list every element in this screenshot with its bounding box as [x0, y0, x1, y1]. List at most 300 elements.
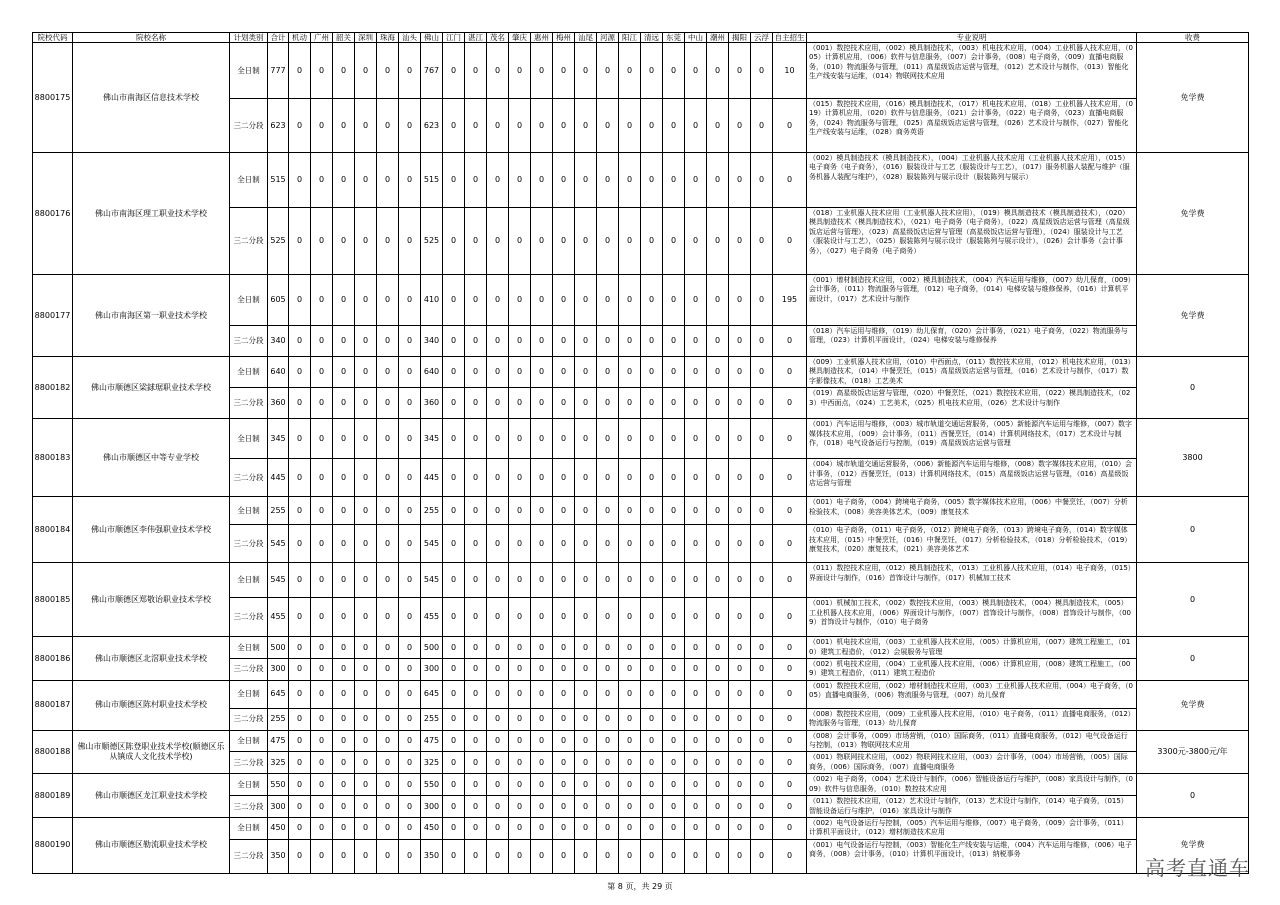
- region-count-cell: 0: [377, 497, 399, 525]
- region-count-cell: 0: [597, 730, 619, 752]
- region-count-cell: 0: [377, 839, 399, 873]
- region-count-cell: 0: [575, 839, 597, 873]
- region-count-cell: 640: [421, 357, 443, 388]
- region-count-cell: 0: [487, 730, 509, 752]
- region-count-cell: 0: [751, 752, 773, 774]
- region-count-cell: 0: [531, 730, 553, 752]
- region-count-cell: 545: [421, 525, 443, 563]
- region-count-cell: 0: [355, 275, 377, 326]
- region-count-cell: 0: [399, 708, 421, 730]
- region-count-cell: 0: [641, 839, 663, 873]
- region-count-cell: 0: [311, 637, 333, 659]
- region-count-cell: 0: [685, 497, 707, 525]
- region-count-cell: 0: [355, 497, 377, 525]
- region-count-cell: 0: [355, 459, 377, 497]
- region-count-cell: 767: [421, 43, 443, 99]
- region-count-cell: 0: [685, 730, 707, 752]
- region-count-cell: 0: [509, 708, 531, 730]
- region-count-cell: 0: [355, 637, 377, 659]
- region-count-cell: 0: [663, 525, 685, 563]
- region-count-cell: 0: [553, 388, 575, 419]
- region-count-cell: 0: [311, 525, 333, 563]
- school-code-cell: 8800186: [33, 637, 73, 681]
- header-region: 广州: [311, 33, 333, 43]
- region-count-cell: 0: [575, 497, 597, 525]
- self-enroll-cell: 10: [773, 43, 807, 99]
- region-count-cell: 0: [553, 774, 575, 796]
- region-count-cell: 0: [619, 796, 641, 818]
- region-count-cell: 0: [663, 388, 685, 419]
- region-count-cell: 0: [641, 680, 663, 708]
- school-code-cell: 8800184: [33, 497, 73, 563]
- region-count-cell: 0: [685, 459, 707, 497]
- region-count-cell: 0: [487, 497, 509, 525]
- flexible-cell: 0: [289, 153, 311, 208]
- region-count-cell: 350: [421, 839, 443, 873]
- region-count-cell: 0: [531, 659, 553, 681]
- region-count-cell: 0: [531, 388, 553, 419]
- region-count-cell: 0: [641, 637, 663, 659]
- majors-cell: （018）汽车运用与维修，（019）幼儿保育，（020）会计事务，（021）电子商务，（022）物流服务与管理，（023）计算机平面设计，（024）电梯安装与维修保养: [807, 326, 1137, 357]
- region-count-cell: 0: [311, 563, 333, 598]
- self-enroll-cell: 0: [773, 839, 807, 873]
- majors-cell: （004）城市轨道交通运营服务，（006）新能源汽车运用与维修，（008）数字媒体技术应用，（010）会计事务，（012）西餐烹饪，（013）计算机网络技术，（015）高星级饭店运营与管理，（016）高星级饭店运营与管理: [807, 459, 1137, 497]
- region-count-cell: 0: [685, 637, 707, 659]
- region-count-cell: 410: [421, 275, 443, 326]
- region-count-cell: 0: [553, 598, 575, 637]
- region-count-cell: 0: [399, 208, 421, 275]
- majors-cell: （009）工业机器人技术应用，（010）中西面点，（011）数控技术应用，（012）机电技术应用，（013）模具制造技术，（014）中餐烹饪，（015）高星级饭店运营与管理，（016）艺术设计与制作，（017）数字影像技术，（018）工艺美术: [807, 357, 1137, 388]
- flexible-cell: 0: [289, 525, 311, 563]
- region-count-cell: 0: [399, 598, 421, 637]
- region-count-cell: 0: [685, 43, 707, 99]
- region-count-cell: 0: [531, 208, 553, 275]
- region-count-cell: 0: [399, 99, 421, 153]
- region-count-cell: 0: [729, 419, 751, 459]
- flexible-cell: 0: [289, 730, 311, 752]
- region-count-cell: 0: [641, 659, 663, 681]
- region-count-cell: 0: [619, 525, 641, 563]
- enrollment-plan-sheet: [32, 32, 1248, 874]
- region-count-cell: 0: [443, 637, 465, 659]
- region-count-cell: 0: [751, 326, 773, 357]
- region-count-cell: 0: [553, 817, 575, 839]
- region-count-cell: 0: [663, 43, 685, 99]
- school-code-cell: 8800183: [33, 419, 73, 497]
- region-count-cell: 0: [487, 357, 509, 388]
- region-count-cell: 0: [553, 637, 575, 659]
- flexible-cell: 0: [289, 637, 311, 659]
- self-enroll-cell: 0: [773, 563, 807, 598]
- enrollment-plan-table: [32, 32, 1249, 874]
- region-count-cell: 0: [399, 680, 421, 708]
- region-count-cell: 0: [597, 563, 619, 598]
- header-region: 东莞: [663, 33, 685, 43]
- table-body: [33, 43, 1249, 874]
- region-count-cell: 0: [729, 153, 751, 208]
- region-count-cell: 0: [355, 659, 377, 681]
- region-count-cell: 0: [377, 637, 399, 659]
- region-count-cell: 0: [311, 598, 333, 637]
- region-count-cell: 0: [487, 326, 509, 357]
- region-count-cell: 0: [575, 796, 597, 818]
- total-cell: 475: [268, 730, 289, 752]
- region-count-cell: 0: [597, 43, 619, 99]
- majors-cell: （008）数控技术应用，（009）工业机器人技术应用，（010）电子商务，（011）直播电商服务，（012）物流服务与管理，（013）幼儿保育: [807, 708, 1137, 730]
- region-count-cell: 0: [465, 817, 487, 839]
- region-count-cell: 0: [377, 357, 399, 388]
- self-enroll-cell: 0: [773, 730, 807, 752]
- region-count-cell: 0: [443, 153, 465, 208]
- region-count-cell: 0: [707, 598, 729, 637]
- region-count-cell: 0: [685, 99, 707, 153]
- plan-type-cell: 三二分段: [230, 659, 268, 681]
- flexible-cell: 0: [289, 680, 311, 708]
- region-count-cell: 0: [531, 563, 553, 598]
- region-count-cell: 0: [465, 153, 487, 208]
- region-count-cell: 0: [707, 153, 729, 208]
- flexible-cell: 0: [289, 796, 311, 818]
- plan-type-cell: 全日制: [230, 153, 268, 208]
- total-cell: 525: [268, 208, 289, 275]
- region-count-cell: 0: [465, 796, 487, 818]
- region-count-cell: 0: [663, 817, 685, 839]
- region-count-cell: 0: [465, 275, 487, 326]
- region-count-cell: 0: [729, 459, 751, 497]
- region-count-cell: 0: [751, 659, 773, 681]
- region-count-cell: 0: [553, 752, 575, 774]
- region-count-cell: 0: [443, 497, 465, 525]
- region-count-cell: 0: [597, 153, 619, 208]
- plan-type-cell: 三二分段: [230, 598, 268, 637]
- majors-cell: （001）电子商务，（004）跨境电子商务，（005）数字媒体技术应用，（006）中餐烹饪，（007）分析检验技术，（008）美容美体艺术，（009）康复技术: [807, 497, 1137, 525]
- region-count-cell: 0: [707, 563, 729, 598]
- region-count-cell: 0: [729, 752, 751, 774]
- region-count-cell: 0: [619, 774, 641, 796]
- region-count-cell: 0: [729, 525, 751, 563]
- region-count-cell: 0: [355, 153, 377, 208]
- region-count-cell: 0: [707, 275, 729, 326]
- region-count-cell: 0: [399, 43, 421, 99]
- flexible-cell: 0: [289, 357, 311, 388]
- self-enroll-cell: 0: [773, 680, 807, 708]
- header-self-enroll: 自主招生: [774, 33, 805, 42]
- plan-type-cell: 全日制: [230, 563, 268, 598]
- self-enroll-cell: 0: [773, 153, 807, 208]
- fee-cell: 3800: [1137, 419, 1249, 497]
- region-count-cell: 0: [487, 153, 509, 208]
- self-enroll-cell: 0: [773, 637, 807, 659]
- region-count-cell: 0: [399, 459, 421, 497]
- total-cell: 640: [268, 357, 289, 388]
- plan-type-cell: 三二分段: [230, 525, 268, 563]
- fee-cell: 免学费: [1137, 817, 1249, 873]
- region-count-cell: 0: [619, 497, 641, 525]
- region-count-cell: 0: [355, 708, 377, 730]
- region-count-cell: 0: [333, 730, 355, 752]
- plan-type-cell: 三二分段: [230, 459, 268, 497]
- plan-type-cell: 全日制: [230, 275, 268, 326]
- region-count-cell: 0: [443, 730, 465, 752]
- region-count-cell: 0: [355, 817, 377, 839]
- region-count-cell: 0: [377, 817, 399, 839]
- table-row: [33, 774, 1249, 796]
- self-enroll-cell: 0: [773, 459, 807, 497]
- region-count-cell: 0: [333, 839, 355, 873]
- flexible-cell: 0: [289, 43, 311, 99]
- region-count-cell: 0: [575, 708, 597, 730]
- region-count-cell: 300: [421, 796, 443, 818]
- region-count-cell: 0: [531, 708, 553, 730]
- region-count-cell: 0: [575, 817, 597, 839]
- header-school-name: 院校名称: [73, 33, 230, 43]
- region-count-cell: 0: [663, 459, 685, 497]
- region-count-cell: 0: [553, 796, 575, 818]
- region-count-cell: 0: [333, 419, 355, 459]
- region-count-cell: 0: [685, 839, 707, 873]
- region-count-cell: 0: [597, 357, 619, 388]
- region-count-cell: 0: [729, 99, 751, 153]
- region-count-cell: 0: [311, 43, 333, 99]
- region-count-cell: 0: [465, 208, 487, 275]
- region-count-cell: 0: [509, 598, 531, 637]
- region-count-cell: 0: [531, 357, 553, 388]
- region-count-cell: 0: [311, 357, 333, 388]
- region-count-cell: 0: [333, 275, 355, 326]
- region-count-cell: 0: [619, 43, 641, 99]
- region-count-cell: 0: [377, 326, 399, 357]
- header-region: 云浮: [751, 33, 773, 43]
- region-count-cell: 0: [355, 680, 377, 708]
- region-count-cell: 0: [443, 326, 465, 357]
- region-count-cell: 0: [311, 774, 333, 796]
- region-count-cell: 0: [751, 796, 773, 818]
- region-count-cell: 0: [641, 598, 663, 637]
- region-count-cell: 0: [377, 598, 399, 637]
- region-count-cell: 0: [619, 563, 641, 598]
- region-count-cell: 0: [311, 275, 333, 326]
- school-code-cell: 8800185: [33, 563, 73, 637]
- region-count-cell: 0: [619, 388, 641, 419]
- fee-cell: 0: [1137, 563, 1249, 637]
- region-count-cell: 0: [465, 598, 487, 637]
- region-count-cell: 0: [641, 275, 663, 326]
- region-count-cell: 0: [729, 796, 751, 818]
- region-count-cell: 0: [575, 680, 597, 708]
- region-count-cell: 0: [399, 525, 421, 563]
- region-count-cell: 0: [619, 598, 641, 637]
- table-row: [33, 43, 1249, 99]
- school-code-cell: 8800190: [33, 817, 73, 873]
- region-count-cell: 0: [641, 459, 663, 497]
- plan-type-cell: 全日制: [230, 497, 268, 525]
- region-count-cell: 0: [443, 525, 465, 563]
- region-count-cell: 0: [509, 357, 531, 388]
- region-count-cell: 0: [443, 563, 465, 598]
- fee-cell: 0: [1137, 497, 1249, 563]
- school-name-cell: 佛山市南海区第一职业技术学校: [73, 275, 230, 357]
- flexible-cell: 0: [289, 275, 311, 326]
- region-count-cell: 645: [421, 680, 443, 708]
- header-region: 佛山: [421, 33, 443, 43]
- region-count-cell: 0: [465, 357, 487, 388]
- region-count-cell: 0: [685, 796, 707, 818]
- region-count-cell: 0: [465, 326, 487, 357]
- region-count-cell: 0: [597, 774, 619, 796]
- region-count-cell: 0: [707, 459, 729, 497]
- region-count-cell: 0: [751, 153, 773, 208]
- region-count-cell: 0: [443, 99, 465, 153]
- region-count-cell: 0: [685, 326, 707, 357]
- total-cell: 255: [268, 708, 289, 730]
- region-count-cell: 0: [729, 774, 751, 796]
- total-cell: 300: [268, 659, 289, 681]
- majors-cell: （018）工业机器人技术应用（工业机器人技术应用），（019）模具制造技术（模具制造技术），（020）模具制造技术（模具制造技术），（021）电子商务（电子商务），（022）高星级饭店运营与管理（高星级饭店运营与管理），（023）高星级饭店运营与管理（高星级饭店运营与管理），（024）服装设计与工艺（服装设计与工艺），（025）服装陈列与展示设计（服装陈列与展示设计），（026）会计事务（会计事务），（027）电子商务（电子商务）: [807, 208, 1137, 275]
- region-count-cell: 0: [377, 388, 399, 419]
- region-count-cell: 0: [707, 208, 729, 275]
- region-count-cell: 0: [575, 275, 597, 326]
- region-count-cell: 0: [333, 326, 355, 357]
- region-count-cell: 0: [531, 598, 553, 637]
- region-count-cell: 0: [333, 659, 355, 681]
- region-count-cell: 0: [663, 730, 685, 752]
- fee-cell: 0: [1137, 774, 1249, 818]
- region-count-cell: 0: [465, 680, 487, 708]
- header-region: 河源: [597, 33, 619, 43]
- region-count-cell: 0: [641, 730, 663, 752]
- region-count-cell: 0: [751, 497, 773, 525]
- flexible-cell: 0: [289, 817, 311, 839]
- region-count-cell: 0: [553, 730, 575, 752]
- region-count-cell: 0: [619, 459, 641, 497]
- region-count-cell: 0: [487, 419, 509, 459]
- region-count-cell: 0: [597, 598, 619, 637]
- school-code-cell: 8800187: [33, 680, 73, 730]
- region-count-cell: 0: [311, 153, 333, 208]
- self-enroll-cell: 0: [773, 99, 807, 153]
- region-count-cell: 0: [707, 525, 729, 563]
- region-count-cell: 0: [663, 680, 685, 708]
- region-count-cell: 0: [751, 637, 773, 659]
- majors-cell: （019）高星级饭店运营与管理，（020）中餐烹饪，（021）数控技术应用，（022）模具制造技术，（023）中西面点，（024）工艺美术，（025）机电技术应用，（026）艺术设计与制作: [807, 388, 1137, 419]
- region-count-cell: 550: [421, 774, 443, 796]
- region-count-cell: 0: [597, 388, 619, 419]
- header-region: 肇庆: [509, 33, 531, 43]
- region-count-cell: 0: [377, 525, 399, 563]
- region-count-cell: 0: [465, 497, 487, 525]
- region-count-cell: 0: [641, 708, 663, 730]
- majors-cell: （001）增材制造技术应用，（002）模具制造技术，（004）汽车运用与维修，（007）幼儿保育，（009）会计事务，（011）物流服务与管理，（012）电子商务，（014）电梯安装与维修保养，（016）计算机平面设计，（017）艺术设计与制作: [807, 275, 1137, 326]
- region-count-cell: 0: [707, 637, 729, 659]
- school-name-cell: 佛山市顺德区郑敬诒职业技术学校: [73, 563, 230, 637]
- region-count-cell: 0: [685, 752, 707, 774]
- table-row: [33, 497, 1249, 525]
- region-count-cell: 0: [333, 99, 355, 153]
- region-count-cell: 0: [751, 43, 773, 99]
- plan-type-cell: 全日制: [230, 730, 268, 752]
- region-count-cell: 0: [443, 419, 465, 459]
- region-count-cell: 0: [487, 275, 509, 326]
- region-count-cell: 0: [487, 525, 509, 563]
- region-count-cell: 0: [553, 357, 575, 388]
- flexible-cell: 0: [289, 99, 311, 153]
- region-count-cell: 0: [333, 208, 355, 275]
- region-count-cell: 0: [575, 459, 597, 497]
- region-count-cell: 0: [751, 708, 773, 730]
- region-count-cell: 0: [355, 419, 377, 459]
- region-count-cell: 0: [553, 839, 575, 873]
- region-count-cell: 0: [531, 796, 553, 818]
- region-count-cell: 340: [421, 326, 443, 357]
- region-count-cell: 0: [729, 326, 751, 357]
- majors-cell: （001）数控技术应用，（002）模具制造技术，（003）机电技术应用，（004）工业机器人技术应用，（005）计算机应用，（006）软件与信息服务，（007）会计事务，（008）电子商务，（009）直播电商服务，（010）物流服务与管理，（011）高星级饭店运营与管理，（012）艺术设计与制作，（013）智能化生产线安装与运维，（014）物联网技术应用: [807, 43, 1137, 99]
- region-count-cell: 0: [619, 153, 641, 208]
- header-region: 江门: [443, 33, 465, 43]
- region-count-cell: 0: [597, 659, 619, 681]
- total-cell: 300: [268, 796, 289, 818]
- region-count-cell: 0: [575, 730, 597, 752]
- region-count-cell: 0: [531, 637, 553, 659]
- self-enroll-cell: 0: [773, 708, 807, 730]
- flexible-cell: 0: [289, 752, 311, 774]
- flexible-cell: 0: [289, 326, 311, 357]
- region-count-cell: 0: [619, 839, 641, 873]
- region-count-cell: 0: [509, 43, 531, 99]
- total-cell: 500: [268, 637, 289, 659]
- majors-cell: （001）汽车运用与维修，（003）城市轨道交通运营服务，（005）新能源汽车运用与维修，（007）数字媒体技术应用，（009）会计事务，（011）西餐烹饪，（014）计算机网络技术，（017）艺术设计与制作，（018）电气设备运行与控制，（019）高星级饭店运营与管理: [807, 419, 1137, 459]
- majors-cell: （001）机电技术应用，（003）工业机器人技术应用，（005）计算机应用，（007）建筑工程施工，（010）建筑工程造价，（012）会展服务与管理: [807, 637, 1137, 659]
- plan-type-cell: 全日制: [230, 637, 268, 659]
- region-count-cell: 0: [729, 208, 751, 275]
- region-count-cell: 0: [641, 563, 663, 598]
- region-count-cell: 0: [509, 153, 531, 208]
- region-count-cell: 0: [509, 208, 531, 275]
- region-count-cell: 0: [487, 774, 509, 796]
- school-name-cell: 佛山市顺德区中等专业学校: [73, 419, 230, 497]
- header-flexible: 机动: [289, 33, 311, 43]
- flexible-cell: 0: [289, 497, 311, 525]
- region-count-cell: 0: [663, 208, 685, 275]
- region-count-cell: 0: [355, 208, 377, 275]
- region-count-cell: 0: [619, 637, 641, 659]
- region-count-cell: 0: [685, 208, 707, 275]
- region-count-cell: 0: [333, 357, 355, 388]
- region-count-cell: 455: [421, 598, 443, 637]
- region-count-cell: 0: [707, 43, 729, 99]
- region-count-cell: 0: [751, 680, 773, 708]
- header-region: 湛江: [465, 33, 487, 43]
- region-count-cell: 0: [487, 680, 509, 708]
- region-count-cell: 0: [531, 680, 553, 708]
- region-count-cell: 0: [575, 419, 597, 459]
- region-count-cell: 0: [641, 388, 663, 419]
- region-count-cell: 0: [399, 839, 421, 873]
- region-count-cell: 0: [729, 497, 751, 525]
- region-count-cell: 0: [509, 839, 531, 873]
- region-count-cell: 0: [399, 563, 421, 598]
- region-count-cell: 0: [685, 419, 707, 459]
- table-row: [33, 563, 1249, 598]
- region-count-cell: 0: [487, 637, 509, 659]
- majors-cell: （002）电子商务，（004）艺术设计与制作，（006）智能设备运行与维护，（008）家具设计与制作，（009）软件与信息服务，（010）数控技术应用: [807, 774, 1137, 796]
- region-count-cell: 0: [729, 680, 751, 708]
- region-count-cell: 0: [377, 659, 399, 681]
- total-cell: 325: [268, 752, 289, 774]
- region-count-cell: 500: [421, 637, 443, 659]
- region-count-cell: 0: [641, 43, 663, 99]
- region-count-cell: 0: [707, 730, 729, 752]
- region-count-cell: 0: [553, 153, 575, 208]
